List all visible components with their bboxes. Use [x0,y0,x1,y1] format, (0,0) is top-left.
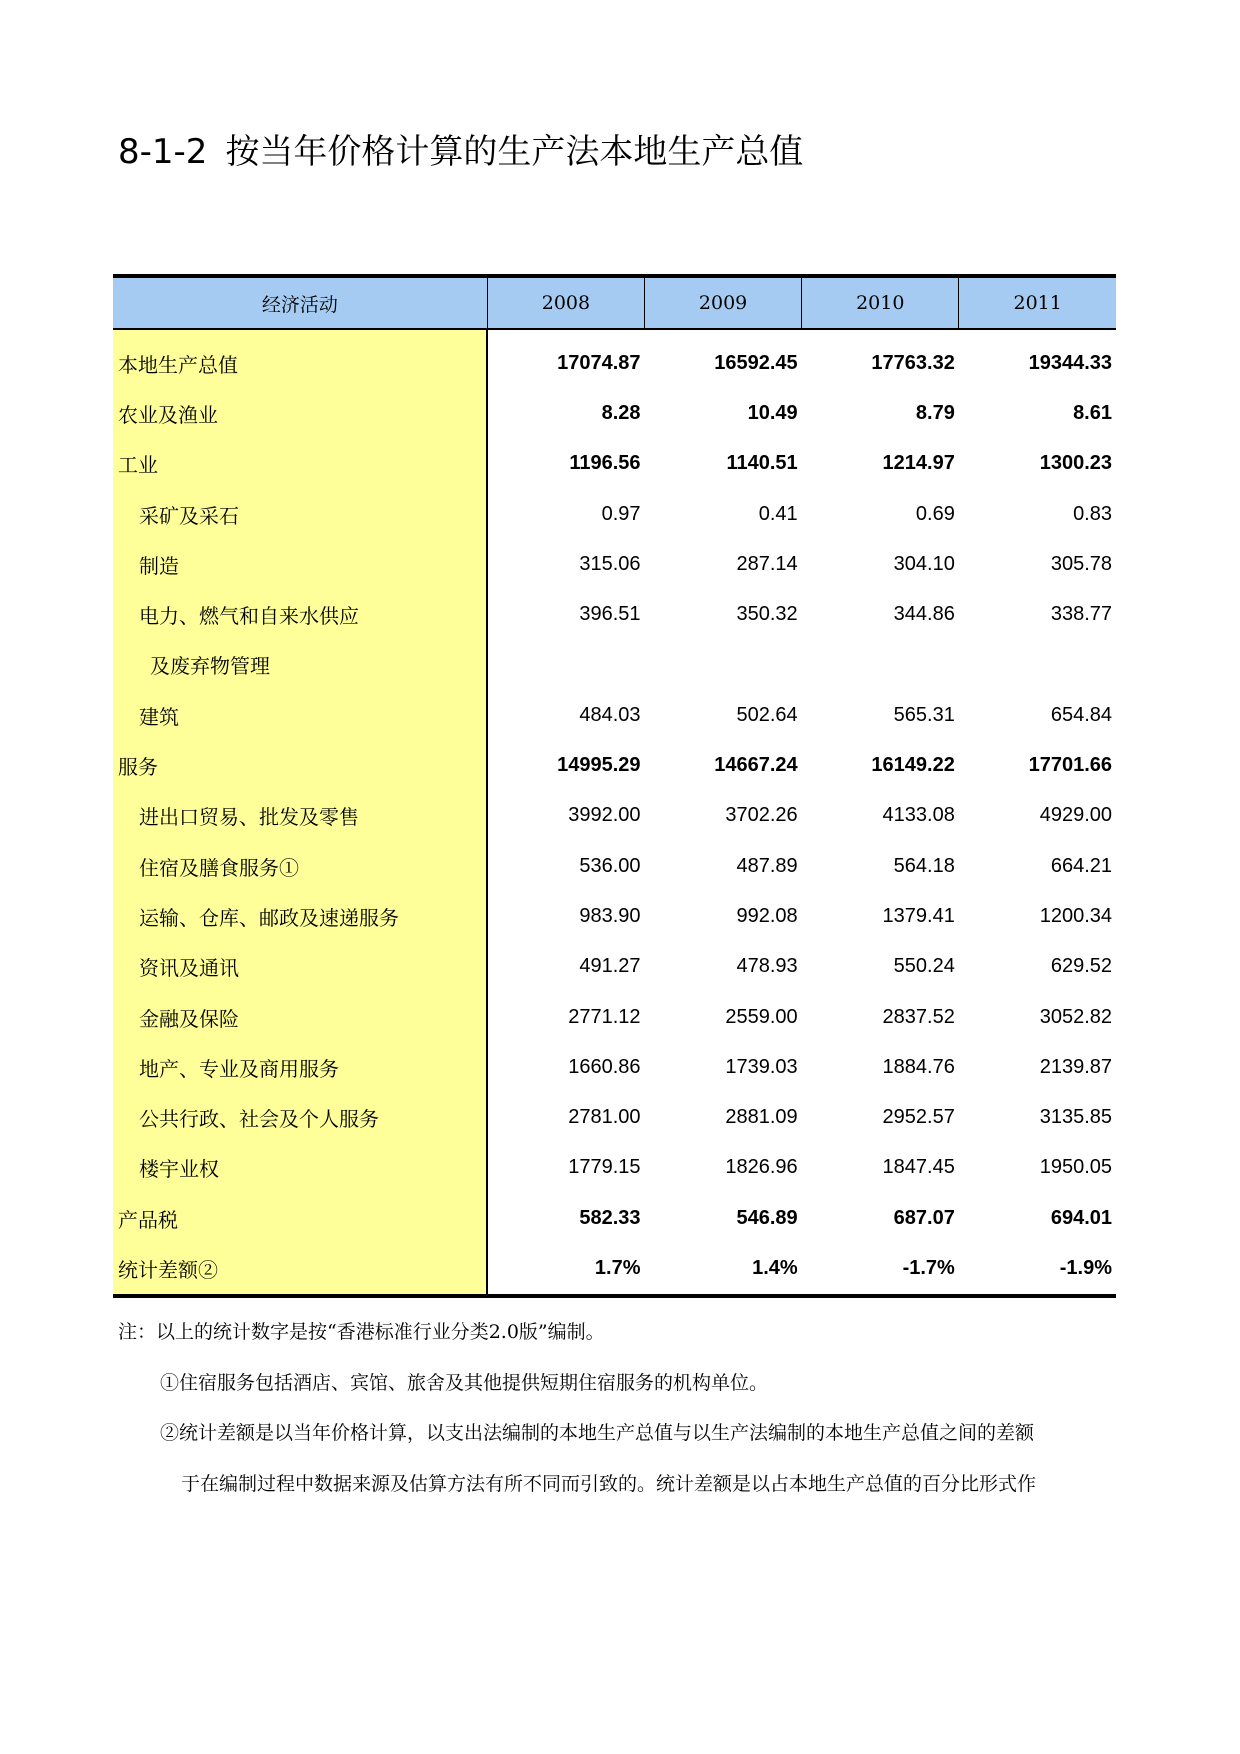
table-row [113,1243,1116,1295]
table-row [113,992,1116,1042]
row-label: 本地生产总值 [113,329,487,388]
cell-value: 304.10 [893,552,955,575]
row-label: 楼宇业权 [113,1143,487,1193]
row-label: 住宿及膳食服务① [113,841,487,891]
table-row [113,1092,1116,1142]
cell-value: 14995.29 [557,754,641,777]
table-row [113,740,1116,790]
cell-value [802,640,959,690]
cell-value: 3992.00 [568,804,641,827]
cell-value: 8.61 [1073,401,1112,424]
row-label: 资讯及通讯 [113,942,487,992]
row-label: 运输、仓库、邮政及速递服务 [113,891,487,941]
header-year: 2011 [959,276,1116,329]
cell-value: 491.27 [579,955,641,978]
footnote: 于在编制过程中数据来源及估算方法有所不同而引致的。统计差额是以占本地生产总值的百分比形式作 [181,1472,1037,1495]
cell-value: 8.79 [915,401,955,424]
cell-value: 484.03 [579,703,641,726]
footnote: ②统计差额是以当年价格计算，以支出法编制的本地生产总值与以生产法编制的本地生产总值之间的差额 [160,1422,1035,1444]
cell-value: 536.00 [579,854,641,877]
cell-value: 350.32 [736,603,798,626]
cell-value: 2781.00 [568,1106,641,1129]
cell-value: 17763.32 [871,351,955,374]
cell-value: -1.7% [802,1243,959,1295]
cell-value: 3702.26 [725,804,798,827]
cell-value: 565.31 [893,703,955,726]
cell-value: 10.49 [747,401,798,424]
cell-value: 396.51 [579,603,641,626]
cell-value: 287.14 [736,552,798,575]
cell-value: 1.7% [487,1243,644,1295]
cell-value: 983.90 [579,904,641,927]
table-row [113,690,1116,740]
cell-value: 3135.85 [1039,1106,1112,1129]
cell-value: 564.18 [893,854,955,877]
cell-value: 17701.66 [1028,754,1112,777]
cell-value: 14667.24 [714,754,798,777]
cell-value: 315.06 [579,552,641,575]
row-label: 电力、燃气和自来水供应 [113,589,487,639]
cell-value: 305.78 [1050,552,1112,575]
table-row [113,891,1116,941]
cell-value: 487.89 [736,854,798,877]
table-row [113,489,1116,539]
footnote: ①住宿服务包括酒店、宾馆、旅舍及其他提供短期住宿服务的机构单位。 [160,1371,769,1394]
cell-value: 16592.45 [714,351,798,374]
cell-value: 654.84 [1050,703,1112,726]
row-label: 采矿及采石 [113,489,487,539]
cell-value [487,640,644,690]
cell-value: 0.83 [1073,502,1112,525]
header-year: 2010 [802,276,959,329]
data-table-container [113,274,1116,1304]
header-year: 2008 [487,276,644,329]
cell-value: 0.41 [758,502,798,525]
cell-value: 338.77 [1050,603,1112,626]
cell-value: 4929.00 [1039,804,1112,827]
row-label: 产品税 [113,1193,487,1243]
header-activity: 经济活动 [113,276,487,329]
row-label: 制造 [113,539,487,589]
table-row [113,791,1116,841]
cell-value: 8.28 [601,401,641,424]
row-label: 统计差额② [113,1243,487,1295]
table-row [113,329,1116,388]
cell-value: 546.89 [736,1206,798,1229]
cell-value: 1214.97 [882,452,955,475]
cell-value [645,640,802,690]
cell-value: 992.08 [736,904,798,927]
cell-value: 664.21 [1050,854,1112,877]
table-row [113,841,1116,891]
gdp-table [113,274,1116,1298]
cell-value: 502.64 [736,703,798,726]
cell-value: 1300.23 [1039,452,1112,475]
cell-value: 4133.08 [882,804,955,827]
cell-value: 19344.33 [1028,351,1112,374]
cell-value: 687.07 [893,1206,955,1229]
cell-value: 1200.34 [1039,904,1112,927]
row-label: 农业及渔业 [113,388,487,438]
cell-value: 2881.09 [725,1106,798,1129]
row-label: 及废弃物管理 [113,640,487,690]
table-row [113,1042,1116,1092]
cell-value: 1779.15 [568,1156,641,1179]
cell-value: 2771.12 [568,1005,641,1028]
row-label: 地产、专业及商用服务 [113,1042,487,1092]
cell-value: 17074.87 [557,351,641,374]
cell-value: 478.93 [736,955,798,978]
footnote: 注：以上的统计数字是按“香港标准行业分类2.0版”编制。 [118,1321,605,1343]
cell-value: 629.52 [1050,955,1112,978]
cell-value: 1379.41 [882,904,955,927]
table-row [113,388,1116,438]
table-row [113,942,1116,992]
cell-value: 3052.82 [1039,1005,1112,1028]
cell-value: 694.01 [1050,1206,1112,1229]
footnotes [118,1312,1116,1514]
table-row [113,640,1116,690]
cell-value: 2837.52 [882,1005,955,1028]
cell-value: 0.97 [601,502,641,525]
table-row [113,589,1116,639]
cell-value: 1196.56 [569,452,641,475]
cell-value: 1884.76 [882,1055,955,1078]
table-row [113,1143,1116,1193]
cell-value: 2952.57 [882,1106,955,1129]
table-row [113,439,1116,489]
row-label: 建筑 [113,690,487,740]
cell-value: 1739.03 [725,1055,798,1078]
table-number: 8-1-2 [118,132,208,172]
cell-value: 1847.45 [882,1156,955,1179]
cell-value: 2139.87 [1039,1055,1112,1078]
header-year: 2009 [645,276,802,329]
table-row [113,1193,1116,1243]
cell-value: 2559.00 [725,1005,798,1028]
cell-value: 344.86 [893,603,955,626]
page-title [118,124,803,173]
row-label: 金融及保险 [113,992,487,1042]
header-row [113,276,1116,329]
cell-value: 16149.22 [871,754,955,777]
row-label: 服务 [113,740,487,790]
cell-value: 1826.96 [725,1156,798,1179]
row-label: 工业 [113,439,487,489]
cell-value: 1950.05 [1039,1156,1112,1179]
cell-value: 1.4% [645,1243,802,1295]
cell-value: -1.9% [959,1243,1116,1295]
cell-value: 582.33 [579,1206,641,1229]
cell-value: 550.24 [893,955,955,978]
cell-value: 1660.86 [568,1055,641,1078]
row-label: 公共行政、社会及个人服务 [113,1092,487,1142]
cell-value: 1140.51 [726,452,798,475]
cell-value: 0.69 [915,502,955,525]
table-row [113,539,1116,589]
table-title: 按当年价格计算的生产法本地生产总值 [225,132,804,172]
row-label: 进出口贸易、批发及零售 [113,791,487,841]
cell-value [959,640,1116,690]
